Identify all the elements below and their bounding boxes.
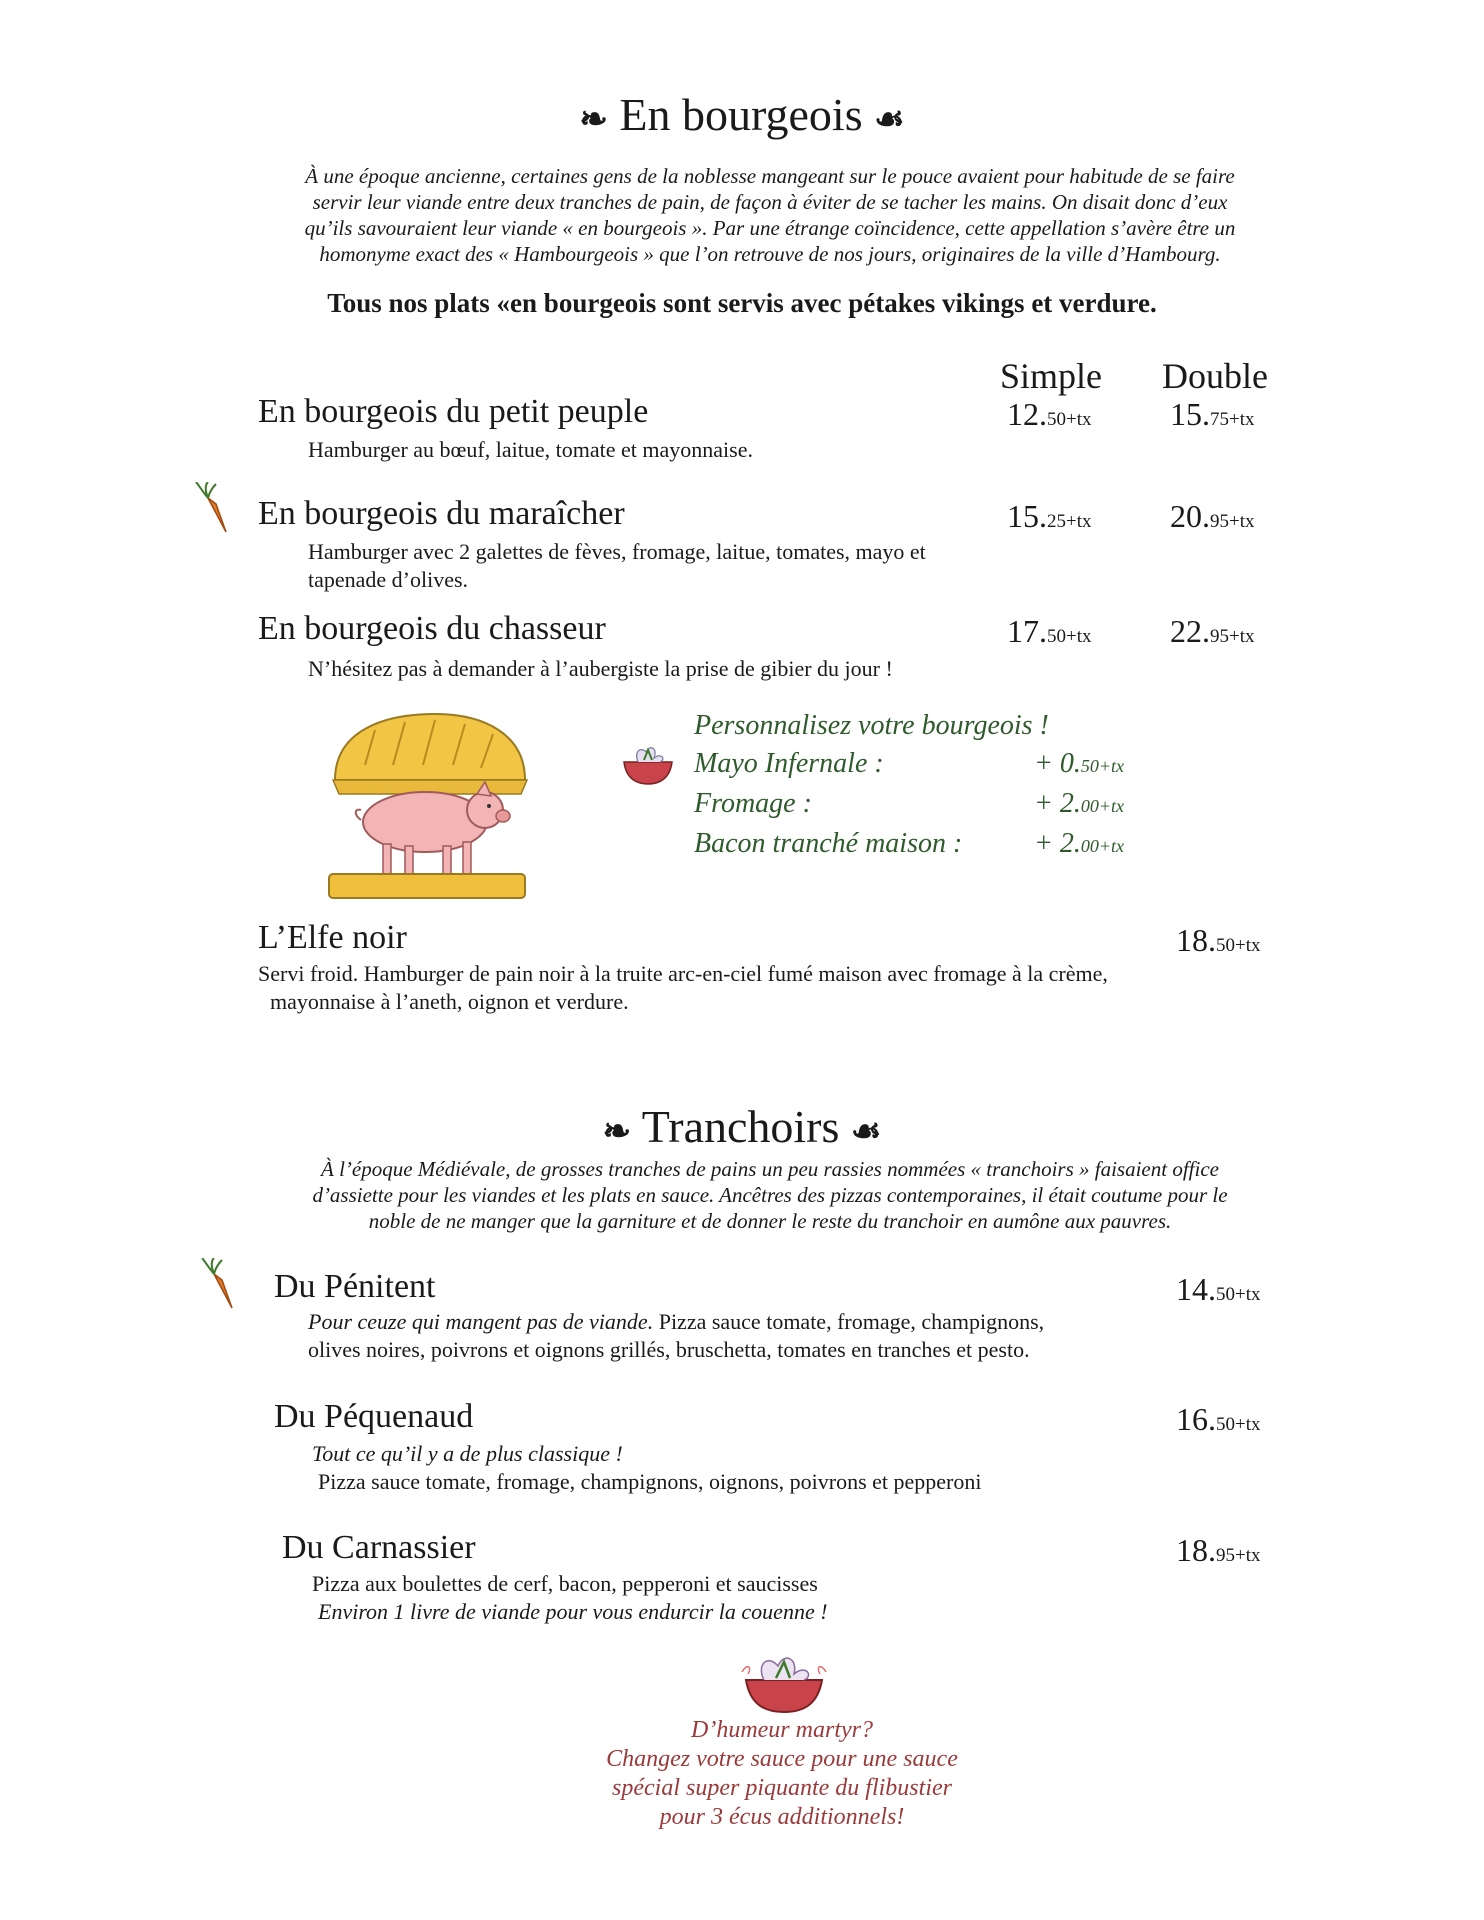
ornament-left-icon: ❧	[579, 101, 608, 139]
intro-line: À une époque ancienne, certaines gens de la noblesse mangeant sur le pouce avaient pour habitude de se faire	[305, 164, 1235, 188]
dish-description: Hamburger avec 2 galettes de fèves, fromage, laitue, tomates, mayo et tapenade d’olives.	[308, 539, 926, 592]
price: 14.50+tx	[1176, 1271, 1261, 1307]
option-price: + 2.00+tx	[1034, 788, 1125, 819]
dish-name: En bourgeois du petit peuple	[258, 393, 649, 430]
pig-burger-illustration	[325, 710, 535, 902]
price: 16.50+tx	[1176, 1401, 1261, 1437]
section-intro	[270, 163, 1270, 267]
option-label: Mayo Infernale :	[694, 748, 884, 779]
dish-name: Du Carnassier	[282, 1529, 476, 1566]
price: 18.95+tx	[1176, 1532, 1261, 1568]
carrot-icon	[194, 482, 236, 538]
price-simple: 17.50+tx	[1007, 613, 1092, 649]
dish-name: Du Pénitent	[274, 1268, 436, 1305]
chili-bowl-icon	[620, 742, 676, 786]
price-simple: 12.50+tx	[1007, 396, 1092, 432]
section-title-text: Tranchoirs	[641, 1101, 840, 1152]
column-header-simple: Simple	[1000, 356, 1103, 396]
option-price: + 0.50+tx	[1034, 748, 1125, 779]
column-header-double: Double	[1162, 356, 1268, 396]
dish-description: N’hésitez pas à demander à l’aubergiste la prise de gibier du jour !	[308, 656, 893, 681]
section-title-text: En bourgeois	[619, 89, 863, 140]
carrot-icon	[200, 1258, 242, 1314]
personalize-title: Personnalisez votre bourgeois !	[694, 710, 1049, 741]
intro-line: servir leur viande entre deux tranches de pain, de façon à éviter de se tacher les mains. On disait donc d’eux	[312, 190, 1228, 214]
price-double: 20.95+tx	[1170, 498, 1255, 534]
intro-line: homonyme exact des « Hambourgeois » que l’on retrouve de nos jours, originaires de la ville d’Hambourg.	[319, 242, 1221, 266]
tagline: Tous nos plats «en bourgeois sont servis avec pétakes vikings et verdure.	[327, 288, 1157, 318]
price-simple: 15.25+tx	[1007, 498, 1092, 534]
section-intro	[270, 1156, 1270, 1234]
dish-description: Servi froid. Hamburger de pain noir à la truite arc-en-ciel fumé maison avec fromage à la crème, mayonnaise à l’aneth, oignon et verdure.	[258, 961, 1108, 1014]
option-label: Bacon tranché maison :	[694, 828, 963, 859]
martyr-note: D’humeur martyr? Changez votre sauce pour une sauce spécial super piquante du flibustier pour 3 écus additionnels!	[606, 1717, 958, 1830]
ornament-left-icon: ❧	[602, 1113, 632, 1151]
intro-line: qu’ils savouraient leur viande « en bourgeois ». Par une étrange coïncidence, cette appellation s’avère être un	[304, 216, 1236, 240]
price-double: 22.95+tx	[1170, 613, 1255, 649]
price-double: 15.75+tx	[1170, 396, 1255, 432]
section-title-tranchoirs	[0, 1100, 1484, 1153]
ornament-right-icon: ☙	[874, 101, 905, 139]
ornament-right-icon: ☙	[850, 1113, 882, 1151]
dish-name: L’Elfe noir	[258, 919, 407, 956]
chili-bowl-icon	[738, 1652, 830, 1714]
option-price: + 2.00+tx	[1034, 828, 1125, 859]
dish-name: Du Péquenaud	[274, 1398, 474, 1435]
intro-line: d’assiette pour les viandes et les plats en sauce. Ancêtres des pizzas contemporaines, il était coutume pour le	[312, 1183, 1228, 1207]
price: 18.50+tx	[1176, 922, 1261, 958]
dish-description: Tout ce qu’il y a de plus classique ! Pizza sauce tomate, fromage, champignons, oignons, poivrons et pepperoni	[312, 1441, 982, 1494]
dish-name: En bourgeois du chasseur	[258, 610, 606, 647]
dish-description: Pour ceuze qui mangent pas de viande. Pizza sauce tomate, fromage, champignons, olives noires, poivrons et oignons grillés, bruschetta, tomates en tranches et pesto.	[308, 1309, 1045, 1362]
option-label: Fromage :	[694, 788, 812, 819]
dish-description: Pizza aux boulettes de cerf, bacon, pepperoni et saucisses Environ 1 livre de viande pour vous endurcir la couenne !	[312, 1571, 828, 1624]
section-title-en-bourgeois	[0, 88, 1484, 141]
intro-line: noble de ne manger que la garniture et de donner le reste du tranchoir en aumône aux pauvres.	[368, 1209, 1172, 1233]
dish-description: Hamburger au bœuf, laitue, tomate et mayonnaise.	[308, 437, 753, 462]
intro-line: À l’époque Médiévale, de grosses tranches de pains un peu rassies nommées « tranchoirs » faisaient office	[321, 1157, 1219, 1181]
dish-name: En bourgeois du maraîcher	[258, 495, 625, 532]
